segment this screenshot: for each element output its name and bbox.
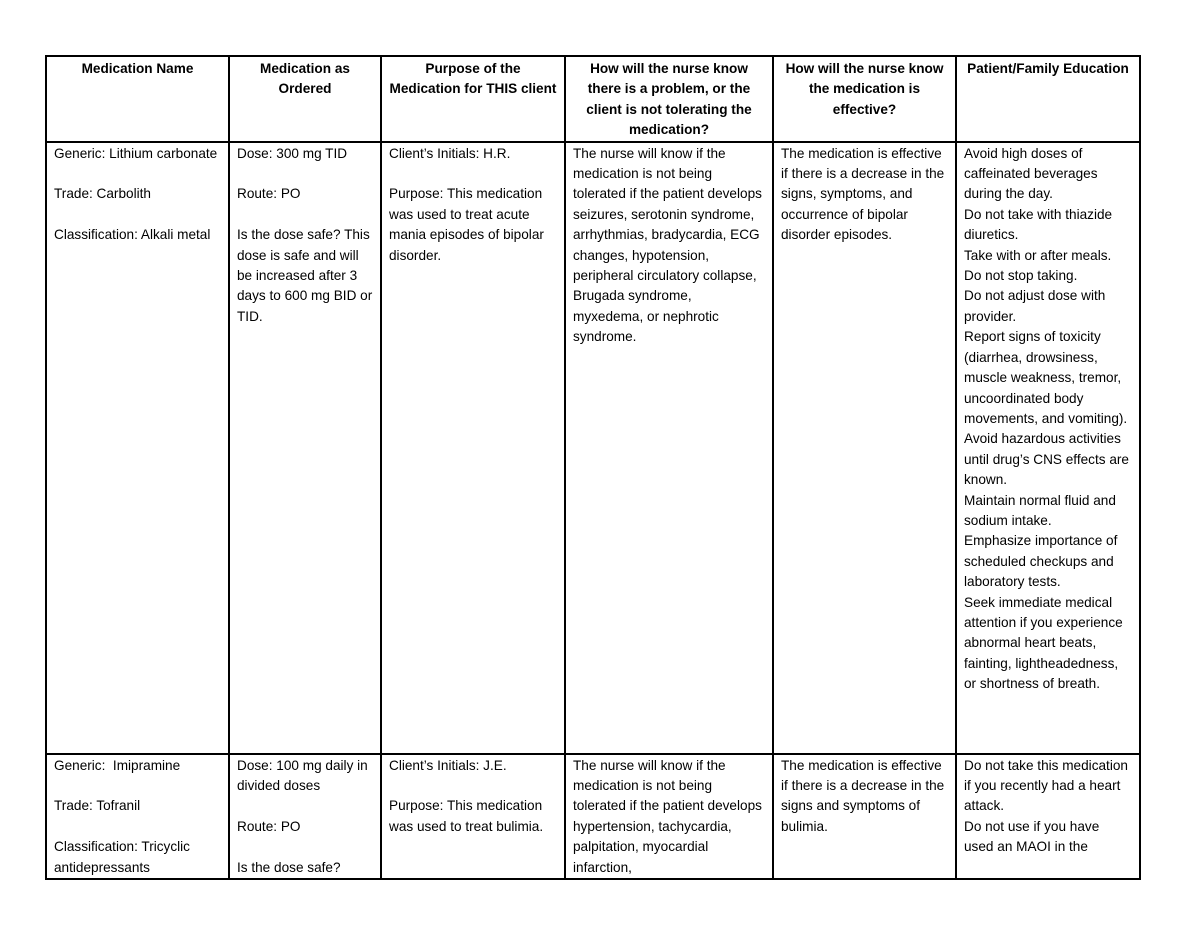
education-item: Do not use if you have used an MAOI in the xyxy=(964,818,1100,855)
education-item: Avoid hazardous activities until drug’s CNS effects are known. xyxy=(964,431,1129,488)
trade-name: Trade: Carbolith xyxy=(54,186,151,202)
medication-ordered-cell xyxy=(229,142,381,754)
dose-safety: Is the dose safe? xyxy=(237,859,341,875)
header-problem: How will the nurse know there is a problem, or the client is not tolerating the medication? xyxy=(565,56,773,142)
header-purpose: Purpose of the Medication for THIS client xyxy=(381,56,565,142)
dose-safety: Is the dose safe? This dose is safe and will be increased after 3 days to 600 mg BID or TID. xyxy=(237,227,373,324)
header-education: Patient/Family Education xyxy=(956,56,1140,142)
education-cell xyxy=(956,142,1140,754)
education-item: Do not take with thiazide diuretics. xyxy=(964,206,1113,243)
purpose-cell xyxy=(381,142,565,754)
table-row xyxy=(46,754,1140,879)
medication-ordered-cell xyxy=(229,754,381,879)
education-item: Do not take this medication if you recently had a heart attack. xyxy=(964,757,1128,814)
effective-text: The medication is effective if there is a decrease in the signs, symptoms, and occurrence of bipolar disorder episodes. xyxy=(781,145,945,243)
problem-text: The nurse will know if the medication is not being tolerated if the patient develops hypertension, tachycardia, palpitation, myocardial infarction, xyxy=(573,757,762,875)
problem-cell xyxy=(565,142,773,754)
classification: Classification: Alkali metal xyxy=(54,227,211,243)
medication-name-cell xyxy=(46,142,229,754)
education-item: Report signs of toxicity (diarrhea, drowsiness, muscle weakness, tremor, uncoordinated body movements, and vomiting). xyxy=(964,329,1128,426)
education-item: Emphasize importance of scheduled checkups and laboratory tests. xyxy=(964,533,1118,590)
generic-name: Generic: Imipramine xyxy=(54,757,181,773)
education-item: Avoid high doses of caffeinated beverages during the day. xyxy=(964,145,1098,202)
education-item: Maintain normal fluid and sodium intake. xyxy=(964,492,1116,528)
medication-table xyxy=(45,55,1141,880)
purpose-cell xyxy=(381,754,565,879)
header-row xyxy=(46,56,1140,142)
purpose-text: Purpose: This medication was used to treat acute mania episodes of bipolar disorder. xyxy=(389,186,544,263)
problem-cell xyxy=(565,754,773,879)
client-initials: Client’s Initials: H.R. xyxy=(389,145,511,161)
education-cell xyxy=(956,754,1140,879)
header-effective: How will the nurse know the medication is effective? xyxy=(773,56,956,142)
dose: Dose: 100 mg daily in divided doses xyxy=(237,757,368,794)
route: Route: PO xyxy=(237,186,301,202)
header-medication-name: Medication Name xyxy=(46,56,229,142)
header-medication-as-ordered: Medication as Ordered xyxy=(229,56,381,142)
client-initials: Client’s Initials: J.E. xyxy=(389,757,507,773)
effective-cell xyxy=(773,754,956,879)
effective-text: The medication is effective if there is a decrease in the signs and symptoms of bulimia. xyxy=(781,757,945,834)
classification: Classification: Tricyclic antidepressants xyxy=(54,839,190,875)
education-item: Seek immediate medical attention if you experience abnormal heart beats, fainting, lightheadedness, or shortness of breath. xyxy=(964,594,1123,692)
problem-text: The nurse will know if the medication is not being tolerated if the patient develops seizures, serotonin syndrome, arrhythmias, bradycardia, ECG changes, hypotension, peripheral circulatory collapse, Brugada syndrome, myxedema, or nephrotic syndrome. xyxy=(573,145,762,345)
table-row xyxy=(46,142,1140,754)
purpose-text: Purpose: This medication was used to treat bulimia. xyxy=(389,798,544,834)
generic-name: Generic: Lithium carbonate xyxy=(54,145,218,161)
medication-name-cell xyxy=(46,754,229,879)
education-item: Take with or after meals. xyxy=(964,247,1112,263)
effective-cell xyxy=(773,142,956,754)
education-item: Do not stop taking. xyxy=(964,268,1078,284)
trade-name: Trade: Tofranil xyxy=(54,798,141,814)
education-item: Do not adjust dose with provider. xyxy=(964,288,1106,324)
route: Route: PO xyxy=(237,818,301,834)
dose: Dose: 300 mg TID xyxy=(237,145,348,161)
